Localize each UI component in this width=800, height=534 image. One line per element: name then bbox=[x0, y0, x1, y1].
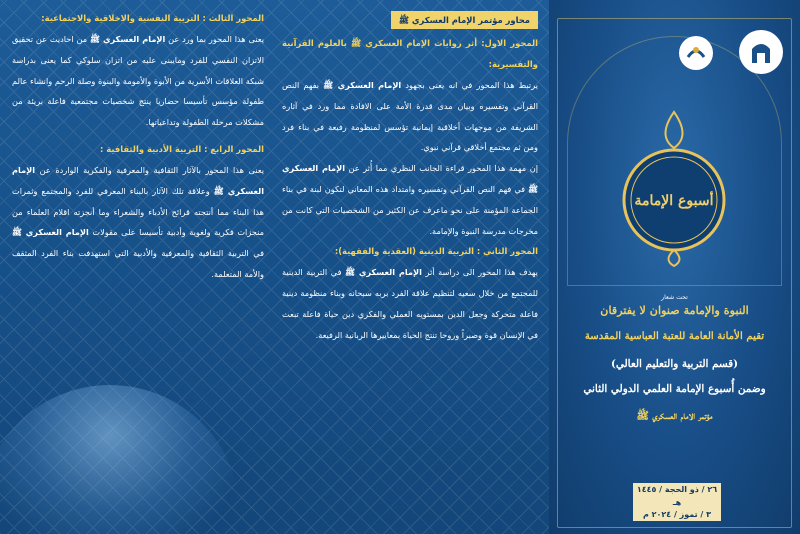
axis4-imam-name-2: الإمام العسكري ﷺ bbox=[12, 227, 89, 238]
axis4-text-3: في التربية الثقافية والمعرفية والأدبية التي استهدفت بناء الفرد المثقف والأمة المتعلمة. bbox=[12, 248, 264, 279]
axis1-body bbox=[282, 75, 538, 158]
axes-tag: محاور مؤتمر الإمام العسكري ﷺ bbox=[391, 11, 538, 29]
emblem-text: أسبوع الإمامة bbox=[634, 193, 714, 209]
axis2-body bbox=[282, 262, 538, 345]
date-hijri: ٢٦ / ذو الحجة / ١٤٤٥ هـ bbox=[633, 483, 721, 509]
axis1-text-1: يرتبط هذا المحور في انه يعنى بجهود bbox=[405, 80, 538, 90]
axis4-text-2: وعلاقة تلك الآثار بالبناء المعرفي للفرد والمجتمع وثمرات هذا البناء مما أنتجته قرائح الأدباء والشعراء وما أنجزته اقلام العلماء من منجزات فكرية ولغوية وأدبية تأسيسا على مقولات bbox=[12, 185, 264, 238]
axis4-text-1: يعنى هذا المحور بالآثار الثقافية والمعرفية والفكرية الواردة عن bbox=[39, 164, 264, 175]
department: (قسم التربية والتعليم العالي) bbox=[610, 358, 739, 370]
conference-name: مؤتمر الامام العسكري ﷺ bbox=[636, 410, 713, 422]
axis4-body bbox=[12, 160, 264, 285]
axis1-text-4: في فهم النص القرآني وتفسيره وامتداد هذه المعاني لتكون لبنة في بناء الجماعة المؤمنة على نحو ماعرف عن الكثير من الشخصيات التي كانت من مخرجات مدرسة النبوة والإمامة. bbox=[282, 183, 538, 236]
axis3-text-2: من احاديث عن تحقيق الاتزان النفسي للفرد ومايبنى عليه من اتزان سلوكي كما يعنى بدراسة شبكة العلاقات الأسرية من الأبوة والأمومة والبنوة وصلة الرحم وانشاء عالم طفولة مؤسس تأسيسا حضاريا ينتج شخصيات مجتمعية فاعلة بريئة من مشكلات مرحلة الطفولة وتداعياتها. bbox=[12, 34, 264, 128]
axis3-body bbox=[12, 29, 264, 133]
middle-column bbox=[282, 8, 538, 346]
axis3-title: المحور الثالث : التربية النفسية والاخلاقية والاجتماعية: bbox=[41, 13, 264, 23]
axis2-title: المحور الثاني : التربية الدينية (العقدية والفقهية): bbox=[334, 246, 538, 257]
department-logo-icon bbox=[679, 36, 713, 70]
organizer: تقيم الأمانة العامة للعتبة العباسية المقدسة bbox=[584, 330, 765, 342]
within-week: وضمن أُسبوع الإمامة العلمي الدولي الثاني bbox=[583, 383, 766, 395]
slogan-label: تحت شعار bbox=[661, 294, 688, 301]
axis4-title: المحور الرابع : التربية الأدبية والثقافية : bbox=[99, 143, 264, 154]
axis3-imam-name: الإمام العسكري ﷺ bbox=[89, 34, 166, 44]
emblem-ornament-icon bbox=[599, 108, 749, 268]
axis1-imam-name: الإمام العسكري ﷺ bbox=[323, 80, 402, 90]
cover-panel bbox=[549, 0, 800, 534]
axis2-text-2: في التربية الدينية للمجتمع من خلال سعيه لتنظيم علاقة الفرد بربه سبحانه وبناء منظومة دينية فاعلة متحركة وجعل الدين بمستويه العملي والفكري دين حياة فاعلة تبعث في الإنسان قوة وصبراً وروحا تنتج الحياة بمعاييرها الربانية الرفيعة. bbox=[282, 267, 538, 340]
slogan: النبوة والإمامة صنوان لا يفترقان bbox=[600, 303, 749, 317]
axis1-body-2 bbox=[282, 158, 538, 241]
axis1-imam-name-2: الإمام العسكري ﷺ bbox=[282, 163, 538, 194]
date-gregorian: ٣ / تموز / ٢٠٢٤ م bbox=[633, 508, 721, 521]
axis1-text-3: إن مهمة هذا المحور قراءة الجانب النظري مما أُثر عن bbox=[348, 163, 538, 174]
axis2-imam-name: الإمام العسكري ﷺ bbox=[345, 267, 422, 278]
left-column bbox=[12, 8, 264, 285]
axis4-imam-name: الإمام العسكري ﷺ bbox=[12, 164, 264, 196]
axis1-title: المحور الاول: أثر روايات الإمام العسكري ﷺ بالعلوم القرآنية والتفسيرية: bbox=[282, 38, 538, 69]
shrine-logo-icon bbox=[739, 30, 783, 74]
axis2-text-1: يهدف هذا المحور الى دراسة أثر bbox=[425, 267, 538, 278]
axis3-text-1: يعنى هذا المحور بما ورد عن bbox=[168, 34, 265, 44]
axis1-text-2: بفهم النص القرآني وتفسيره وبيان مدى قدرة الأمة على الافادة مما ورد في آثاره الشريفة من موجهات أخلاقية إيمانية تؤسس لمنظومة رفيعة في بناء فرد ومن ثم مجتمع أخلاقي قرآني نبوي. bbox=[282, 80, 538, 153]
